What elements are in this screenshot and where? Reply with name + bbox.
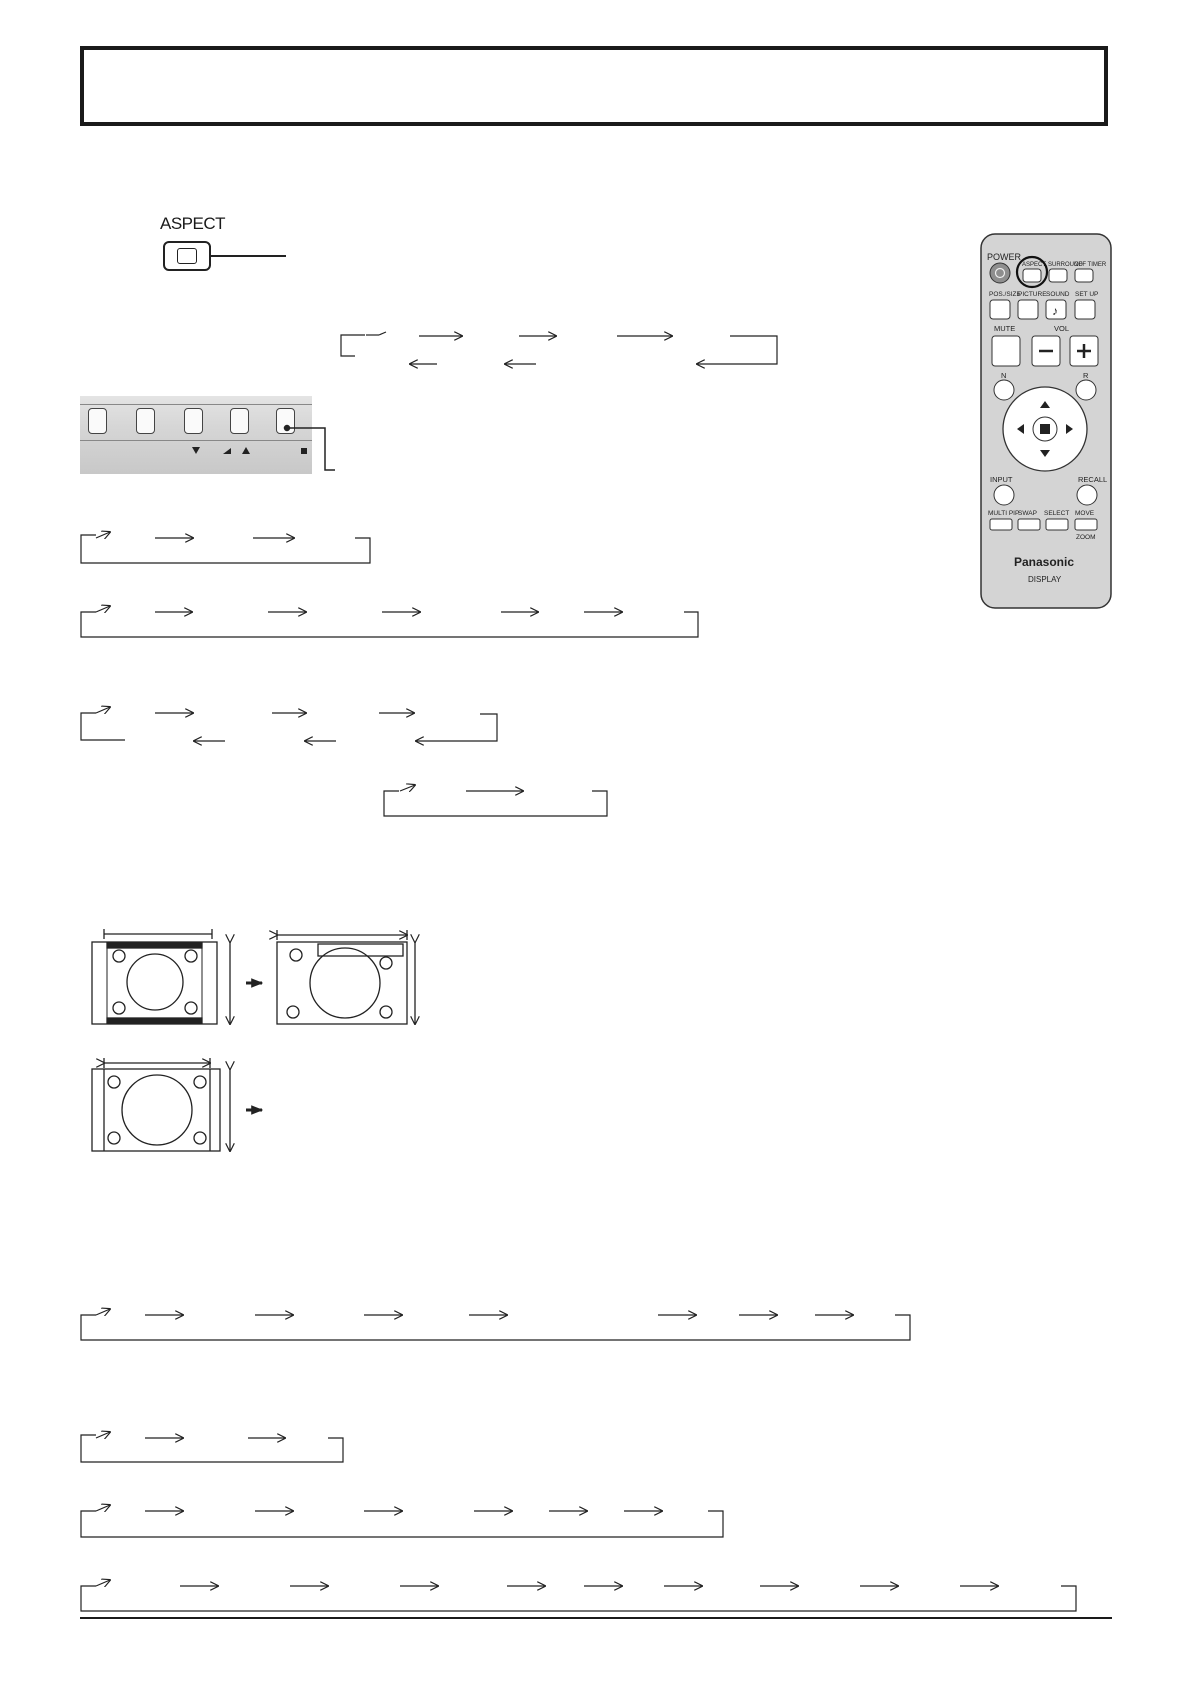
aspect-cycle-7 <box>81 1432 343 1462</box>
panel-button[interactable] <box>136 408 155 434</box>
aspect-cycle-8 <box>81 1505 723 1537</box>
stop-square-icon <box>1040 424 1050 434</box>
picture-label: PICTURE <box>1018 291 1047 298</box>
setup-button[interactable] <box>1075 300 1095 319</box>
stop-square-icon <box>301 448 307 454</box>
input-button[interactable] <box>994 485 1014 505</box>
move-button[interactable] <box>1075 519 1097 530</box>
down-triangle-icon <box>192 447 200 454</box>
n-button[interactable] <box>994 380 1014 400</box>
aspect-cycle-1 <box>341 332 777 364</box>
panel-edge <box>80 440 312 441</box>
swap-button[interactable] <box>1018 519 1040 530</box>
aspect-leader-line <box>211 255 286 257</box>
input-label: INPUT <box>990 475 1013 484</box>
aspect-cycle-6 <box>81 1309 910 1340</box>
off-timer-label: OFF TIMER <box>1074 262 1107 268</box>
aspect-cycle-9 <box>81 1580 1076 1611</box>
move-label: MOVE <box>1075 510 1095 517</box>
vol-label: VOL <box>1054 324 1070 333</box>
panel-button[interactable] <box>88 408 107 434</box>
power-label: POWER <box>987 252 1022 262</box>
swap-label: SWAP <box>1018 510 1037 517</box>
brand-logo: Panasonic <box>1014 555 1075 569</box>
off-timer-button[interactable] <box>1075 269 1093 282</box>
r-label: R <box>1083 371 1089 380</box>
aspect-icon <box>177 248 197 264</box>
model-label: DISPLAY <box>1028 575 1062 584</box>
pos-size-label: POS./SIZE <box>989 291 1021 298</box>
n-label: N <box>1001 371 1007 380</box>
sound-label: SOUND <box>1046 291 1070 298</box>
note-icon: ♪ <box>1052 304 1058 318</box>
panel-button[interactable] <box>184 408 203 434</box>
setup-label: SET UP <box>1075 291 1099 298</box>
recall-label: RECALL <box>1078 475 1108 484</box>
aspect-illustration-sidebar <box>92 1058 262 1151</box>
pos-size-button[interactable] <box>990 300 1010 319</box>
remote-control <box>980 233 1112 609</box>
panel-edge <box>80 404 312 405</box>
recall-button[interactable] <box>1077 485 1097 505</box>
aspect-button[interactable] <box>163 241 211 271</box>
r-button[interactable] <box>1076 380 1096 400</box>
aspect-illustration-zoomed <box>277 930 415 1024</box>
power-button[interactable] <box>990 263 1010 283</box>
surround-button[interactable] <box>1049 269 1067 282</box>
aspect-cycle-3 <box>81 606 698 637</box>
aspect-cycle-5 <box>384 785 607 816</box>
mute-label: MUTE <box>994 324 1016 333</box>
multi-pip-label: MULTI PIP <box>988 510 1020 517</box>
zoom-label: ZOOM <box>1076 534 1096 541</box>
panel-button-aspect[interactable] <box>276 408 295 434</box>
panel-button[interactable] <box>230 408 249 434</box>
page-title-box <box>80 46 1108 126</box>
multi-pip-button[interactable] <box>990 519 1012 530</box>
aspect-button-label: ASPECT <box>160 214 226 233</box>
select-button[interactable] <box>1046 519 1068 530</box>
volume-down-icon <box>223 448 231 454</box>
up-triangle-icon <box>242 447 250 454</box>
mute-button[interactable] <box>992 336 1020 366</box>
aspect-label: ASPECT <box>1022 262 1047 268</box>
footer-rule <box>80 1617 1112 1619</box>
aspect-cycle-4 <box>81 707 497 741</box>
remote-aspect-button[interactable] <box>1023 269 1041 282</box>
aspect-cycle-2 <box>81 532 370 563</box>
aspect-illustration-letterbox <box>92 929 262 1024</box>
surround-label: SURROUND <box>1048 262 1083 268</box>
select-label: SELECT <box>1044 510 1070 517</box>
picture-button[interactable] <box>1018 300 1038 319</box>
unit-control-panel <box>80 396 312 474</box>
panel-symbols <box>80 444 312 460</box>
